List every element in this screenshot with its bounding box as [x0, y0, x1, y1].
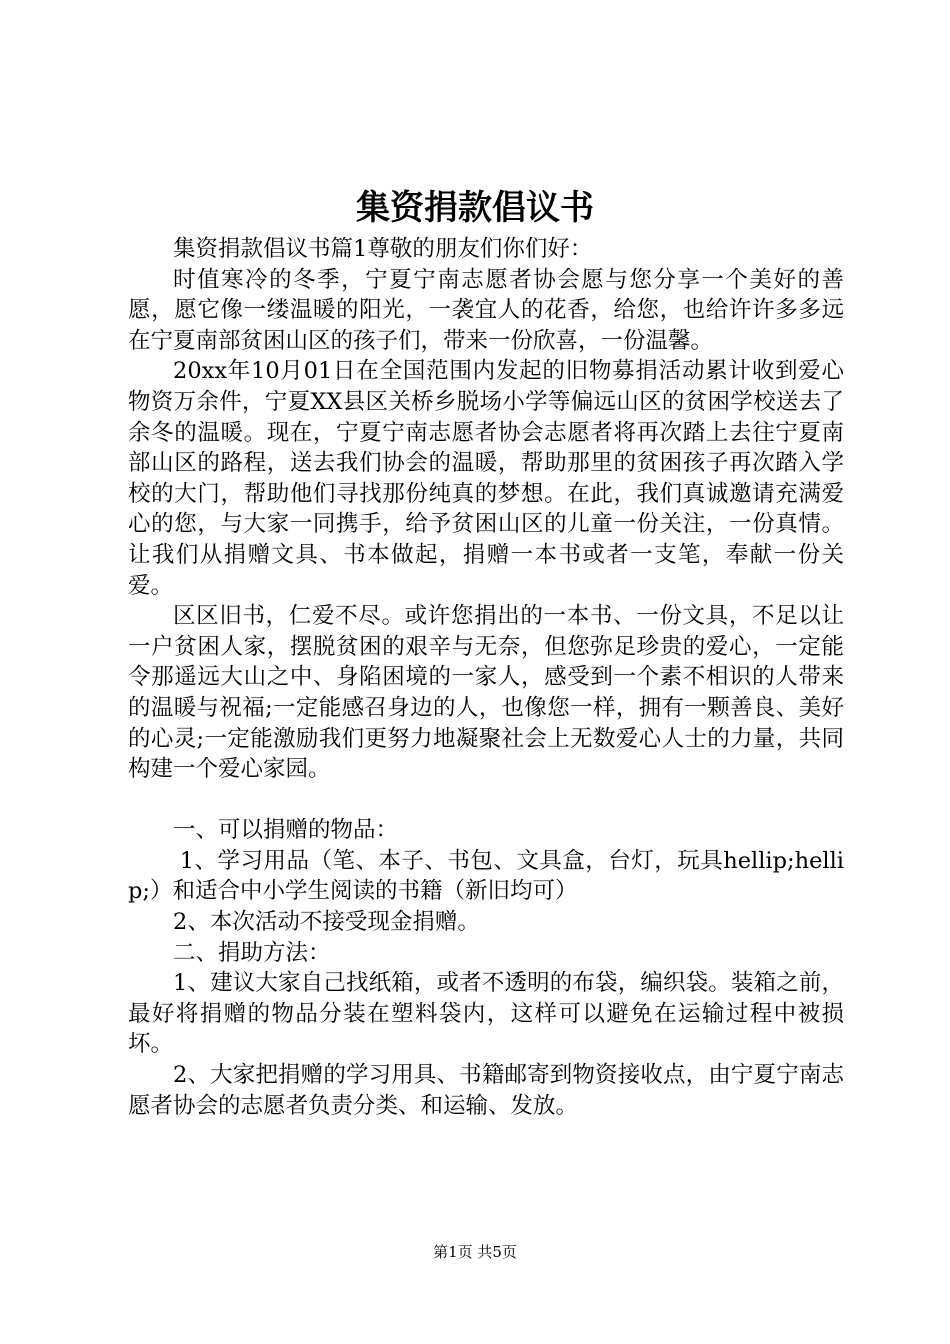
page-number: 第1页 共5页	[433, 1243, 517, 1261]
paragraph-intro: 时值寒冷的冬季，宁夏宁南志愿者协会愿与您分享一个美好的善愿，愿它像一缕温暖的阳光，一袭宜人的花香，给您，也给许许多多远在宁夏南部贫困山区的孩子们，带来一份欣喜，一份温馨。	[128, 266, 844, 354]
list-item-method-1: 1、建议大家自己找纸箱，或者不透明的布袋，编织袋。装箱之前，最好将捐赠的物品分装在塑料袋内，这样可以避免在运输过程中被损坏。	[128, 970, 844, 1058]
list-item-method-2: 2、大家把捐赠的学习用具、书籍邮寄到物资接收点，由宁夏宁南志愿者协会的志愿者负责分类、和运输、发放。	[128, 1062, 844, 1119]
list-item-items-2: 2、本次活动不接受现金捐赠。	[173, 909, 480, 936]
paragraph-activity: 20xx年10月01日在全国范围内发起的旧物募捐活动累计收到爱心物资万余件，宁夏XX县区关桥乡脱场小学等偏远山区的贫困学校送去了余冬的温暖。现在，宁夏宁南志愿者协会志愿者将再次踏上去往宁夏南部山区的路程，送去我们协会的温暖，帮助那里的贫困孩子再次踏入学校的大门，帮助他们寻找那份纯真的梦想。在此，我们真诚邀请充满爱心的您，与大家一同携手，给予贫困山区的儿童一份关注，一份真情。让我们从捐赠文具、书本做起，捐赠一本书或者一支笔，奉献一份关爱。	[128, 358, 844, 599]
document-title: 集资捐款倡议书	[356, 188, 594, 228]
section-heading-items: 一、可以捐赠的物品：	[173, 817, 399, 844]
paragraph-spacer	[128, 785, 844, 816]
section-heading-method: 二、捐助方法：	[173, 939, 331, 966]
paragraph-appeal: 区区旧书，仁爱不尽。或许您捐出的一本书、一份文具，不足以让一户贫困人家，摆脱贫困的艰辛与无奈，但您弥足珍贵的爱心，一定能令那遥远大山之中、身陷困境的一家人，感受到一个素不相识的人带来的温暖与祝福;一定能感召身边的人，也像您一样，拥有一颗善良、美好的心灵;一定能激励我们更努力地凝聚社会上无数爱心人士的力量，共同构建一个爱心家园。	[128, 603, 844, 783]
document-body	[128, 234, 844, 1121]
paragraph-greeting: 集资捐款倡议书篇1尊敬的朋友们你们好：	[173, 236, 593, 262]
list-item-items-1: 1、学习用品（笔、本子、书包、文具盒，台灯，玩具hellip;hellip;）和适合中小学生阅读的书籍（新旧均可）	[128, 847, 844, 905]
